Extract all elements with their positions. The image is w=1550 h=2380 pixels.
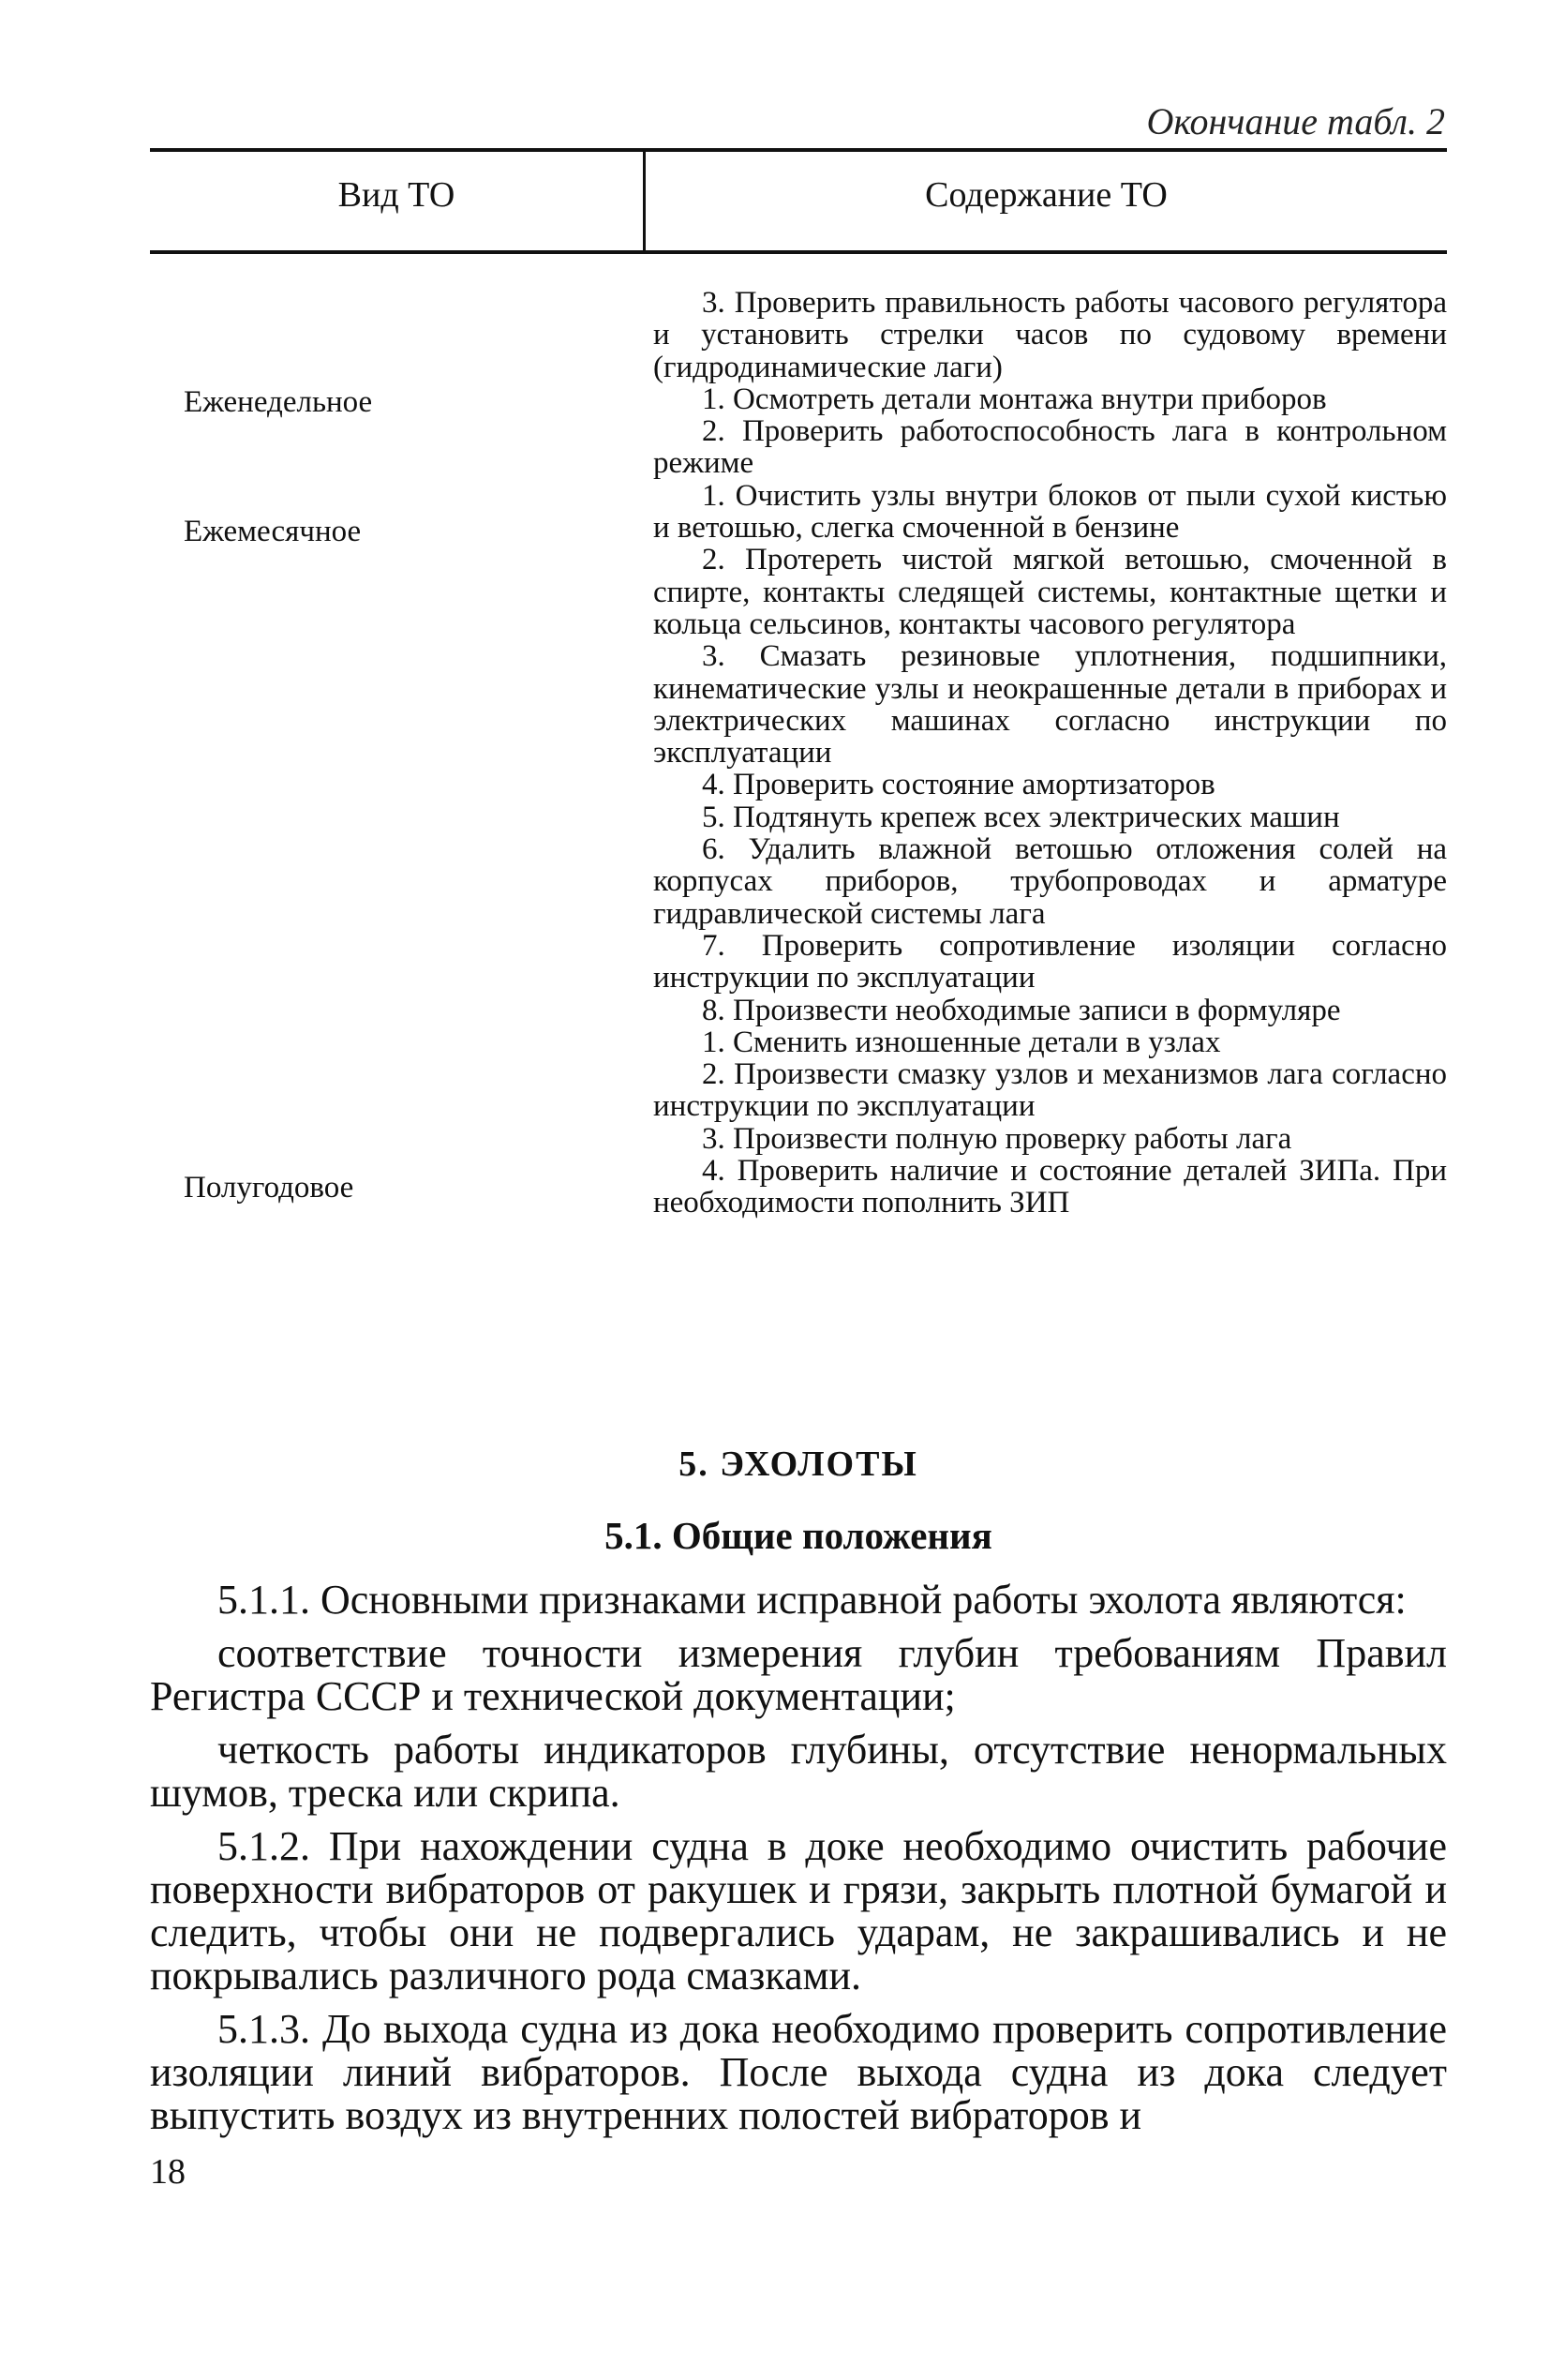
maintenance-type-weekly: Еженедельное bbox=[184, 385, 373, 419]
paragraph: 5.1.1. Основными признаками исправной работы эхолота являются: bbox=[217, 1577, 1407, 1623]
paragraph: 5.1.2. При нахождении судна в доке необходимо очистить рабочие поверхности вибраторов от ракушек и грязи, закрыть плотной бумагой и следить, чтобы они не подвергались ударам, не закрашивались и не покрывались различного рода смазками. bbox=[150, 1823, 1447, 1998]
paragraph: 5.1.3. До выхода судна из дока необходимо проверить сопротивление изоляции линий вибраторов. После выхода судна из дока следует выпустить воздух из внутренних полостей вибраторов и bbox=[150, 2006, 1447, 2138]
table-item: 5. Подтянуть крепеж всех электрических машин bbox=[702, 800, 1340, 834]
maintenance-type-semiannual: Полугодовое bbox=[184, 1171, 354, 1205]
table-item: 3. Произвести полную проверку работы лага bbox=[702, 1121, 1292, 1156]
table-item: 3. Проверить правильность работы часового регулятора и установить стрелки часов по судовому времени (гидродинамические лаги) bbox=[653, 286, 1447, 384]
table-header-bottom-rule bbox=[150, 250, 1447, 254]
table-item: 3. Смазать резиновые уплотнения, подшипники, кинематические узлы и неокрашенные детали в приборах и электрических машинах согласно инструкции по эксплуатации bbox=[653, 639, 1447, 771]
table-item: 2. Протереть чистой мягкой ветошью, смоченной в спирте, контакты следящей системы, контактные щетки и кольца сельсинов, контакты часового регулятора bbox=[653, 543, 1447, 641]
maintenance-type-monthly: Ежемесячное bbox=[184, 515, 362, 548]
table-item: 2. Проверить работоспособность лага в контрольном режиме bbox=[653, 414, 1447, 481]
maintenance-content-column bbox=[653, 287, 1447, 1220]
header-maintenance-type: Вид ТО bbox=[337, 175, 455, 215]
table-item: 1. Осмотреть детали монтажа внутри приборов bbox=[702, 382, 1327, 416]
subsection-title: 5.1. Общие положения bbox=[604, 1514, 992, 1557]
paragraph: четкость работы индикаторов глубины, отсутствие ненормальных шумов, треска или скрипа. bbox=[150, 1727, 1447, 1816]
table-item: 4. Проверить наличие и состояние деталей ЗИПа. При необходимости пополнить ЗИП bbox=[653, 1154, 1447, 1220]
table-item: 2. Произвести смазку узлов и механизмов лага согласно инструкции по эксплуатации bbox=[653, 1057, 1447, 1124]
table-item: 7. Проверить сопротивление изоляции согласно инструкции по эксплуатации bbox=[653, 928, 1447, 995]
section-title: 5. ЭХОЛОТЫ bbox=[678, 1444, 918, 1484]
table-caption: Окончание табл. 2 bbox=[1146, 100, 1445, 142]
page-number: 18 bbox=[150, 2152, 186, 2192]
table-item: 6. Удалить влажной ветошью отложения солей на корпусах приборов, трубопроводах и арматуре гидравлической системы лага bbox=[653, 832, 1447, 931]
table-item: 4. Проверить состояние амортизаторов bbox=[702, 768, 1215, 802]
table-top-rule bbox=[150, 148, 1447, 152]
table-item: 8. Произвести необходимые записи в формуляре bbox=[702, 993, 1341, 1027]
table-item: 1. Сменить изношенные детали в узлах bbox=[702, 1025, 1221, 1059]
paragraph: соответствие точности измерения глубин требованиям Правил Регистра СССР и технической документации; bbox=[150, 1630, 1447, 1719]
section-body bbox=[150, 1579, 1447, 2148]
header-maintenance-content: Содержание ТО bbox=[925, 175, 1168, 215]
table-item: 1. Очистить узлы внутри блоков от пыли сухой кистью и ветошью, слегка смоченной в бензине bbox=[653, 478, 1447, 546]
